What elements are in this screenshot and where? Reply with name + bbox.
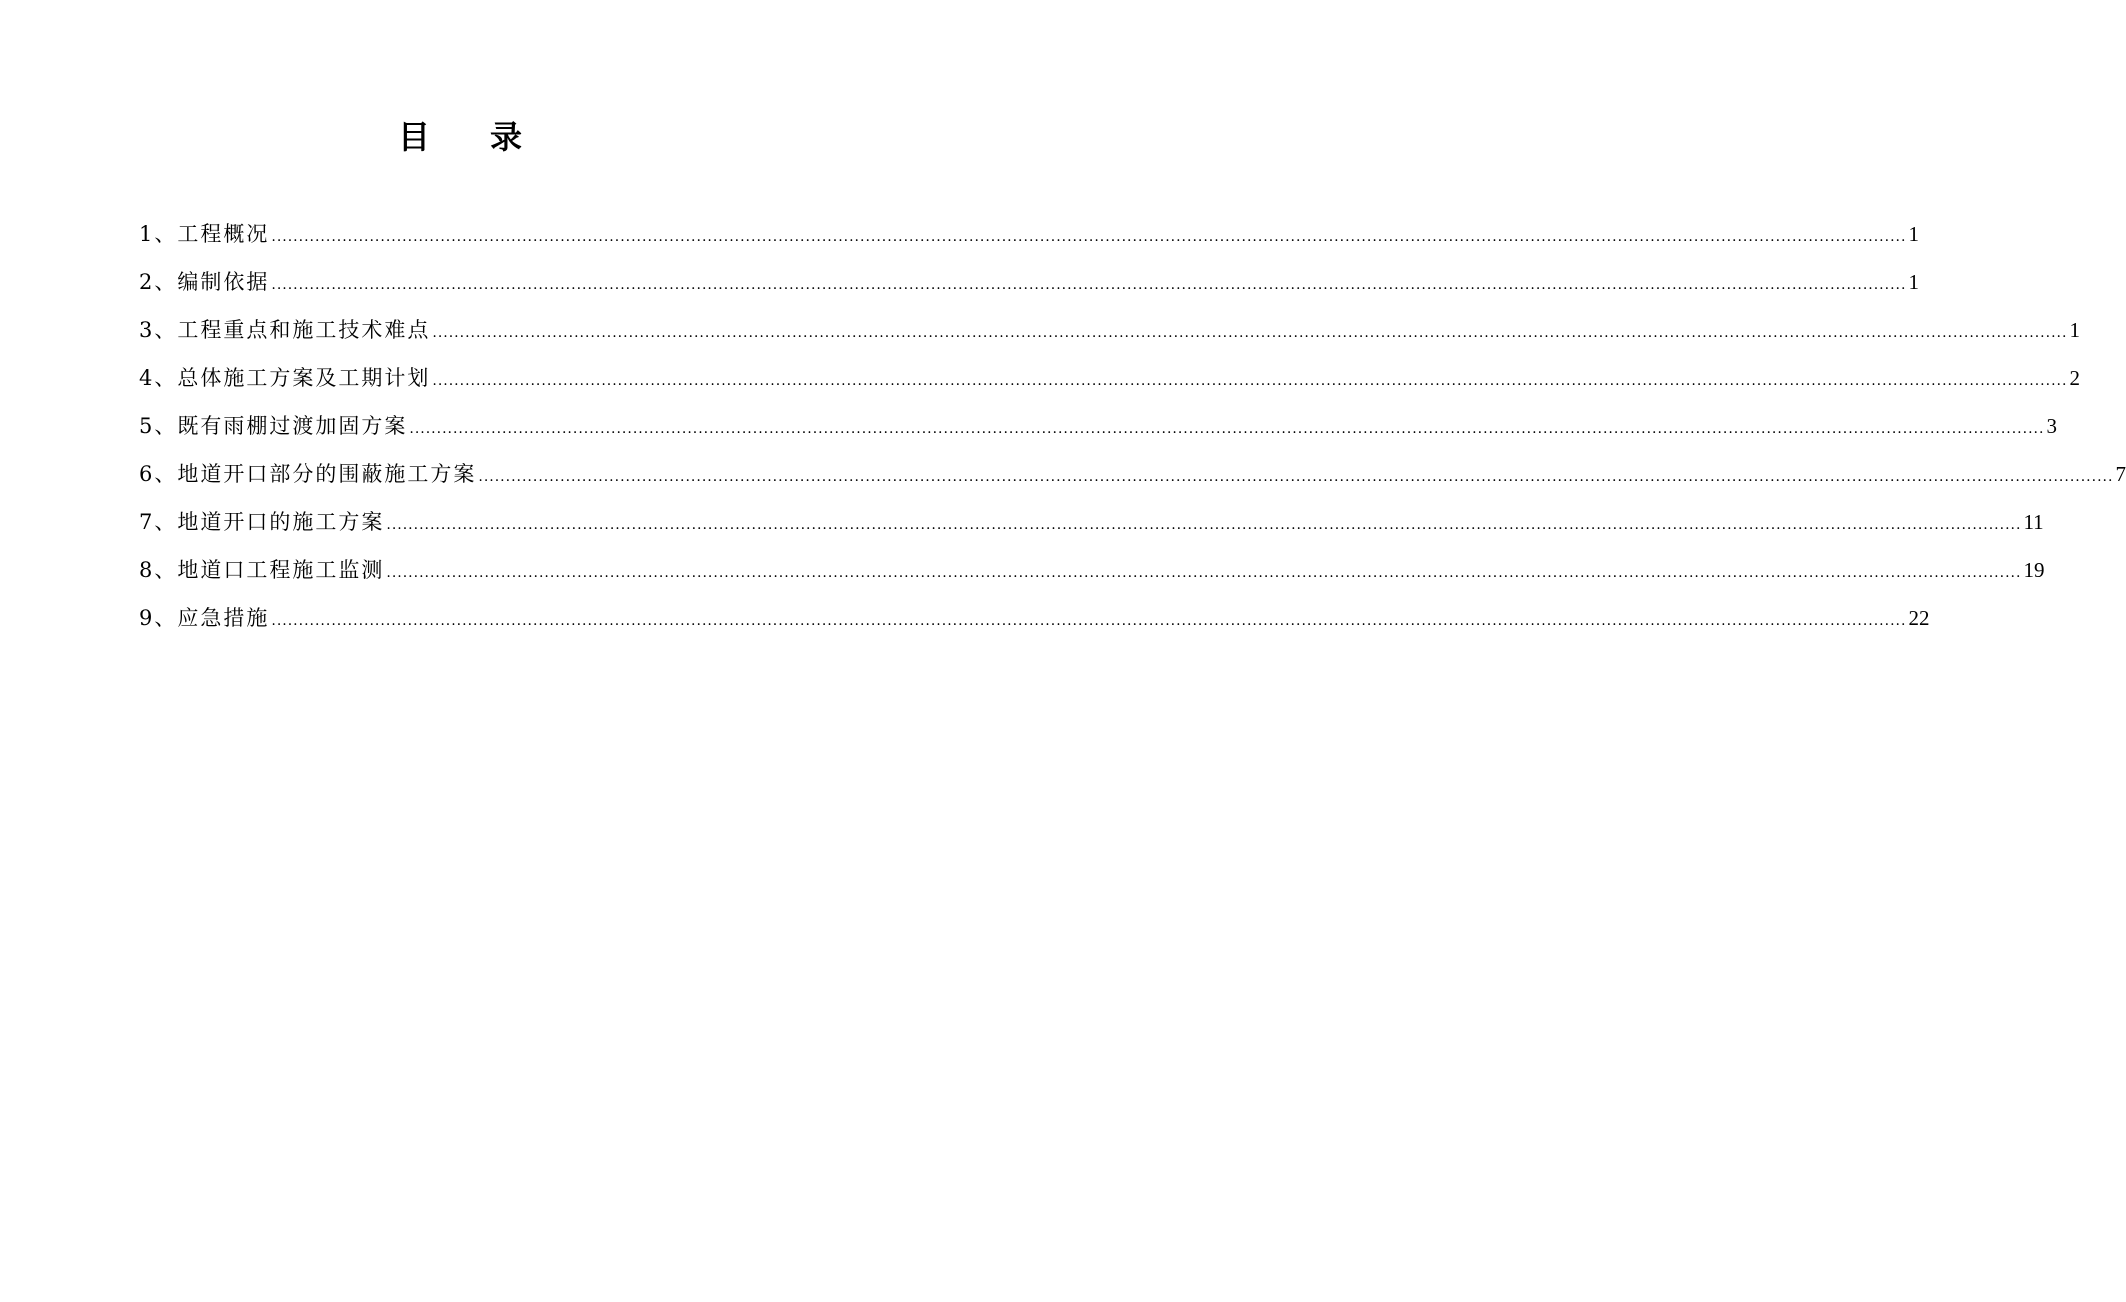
toc-entry-label: 8、地道口工程施工监测 (139, 558, 385, 582)
toc-entry-6[interactable] (139, 454, 2126, 502)
toc-entry-label: 7、地道开口的施工方案 (139, 510, 385, 534)
toc-page-number: 1 (1908, 222, 1919, 246)
toc-page-number: 1 (2069, 318, 2080, 342)
toc-page-number: 1 (1908, 270, 1919, 294)
toc-entry-label: 9、应急措施 (139, 606, 270, 630)
toc-entry-3[interactable] (139, 310, 2080, 358)
toc-entry-9[interactable] (139, 598, 1930, 646)
toc-entry-5[interactable] (139, 406, 2057, 454)
toc-entry-label: 5、既有雨棚过渡加固方案 (139, 414, 408, 438)
toc-entry-label: 1、工程概况 (139, 222, 270, 246)
toc-dot-leader: ............................................................................................................................................................................................................................................................................................................ (271, 229, 1907, 245)
toc-entry-4[interactable] (139, 358, 2080, 406)
toc-page-number: 2 (2069, 366, 2080, 390)
toc-entry-label: 6、地道开口部分的围蔽施工方案 (139, 462, 477, 486)
toc-page-number: 3 (2046, 414, 2057, 438)
page-title (0, 112, 920, 158)
toc-dot-leader: ............................................................................................................................................................................................................................................................................................................ (386, 565, 2022, 581)
toc-page-number: 11 (2023, 510, 2044, 534)
title-char-2: 录 (490, 118, 523, 156)
toc-dot-leader: ............................................................................................................................................................................................................................................................................................................ (409, 421, 2045, 437)
toc-dot-leader: ............................................................................................................................................................................................................................................................................................................ (432, 373, 2068, 389)
toc-page-number: 22 (1908, 606, 1930, 630)
toc-entry-label: 3、工程重点和施工技术难点 (139, 318, 431, 342)
toc-entry-label: 2、编制依据 (139, 270, 270, 294)
toc-dot-leader: ............................................................................................................................................................................................................................................................................................................ (478, 469, 2114, 485)
toc-entry-8[interactable] (139, 550, 2045, 598)
toc-dot-leader: ............................................................................................................................................................................................................................................................................................................ (386, 517, 2022, 533)
toc-entry-label: 4、总体施工方案及工期计划 (139, 366, 431, 390)
toc-dot-leader: ............................................................................................................................................................................................................................................................................................................ (432, 325, 2068, 341)
toc-entry-7[interactable] (139, 502, 2044, 550)
toc-entry-1[interactable] (139, 214, 1919, 262)
title-char-1: 目 (397, 118, 430, 156)
toc-page-number: 19 (2023, 558, 2045, 582)
table-of-contents (139, 214, 2126, 646)
toc-page-number: 7 (2115, 462, 2126, 486)
toc-entry-2[interactable] (139, 262, 1919, 310)
toc-dot-leader: ............................................................................................................................................................................................................................................................................................................ (271, 277, 1907, 293)
toc-dot-leader: ............................................................................................................................................................................................................................................................................................................ (271, 613, 1907, 629)
